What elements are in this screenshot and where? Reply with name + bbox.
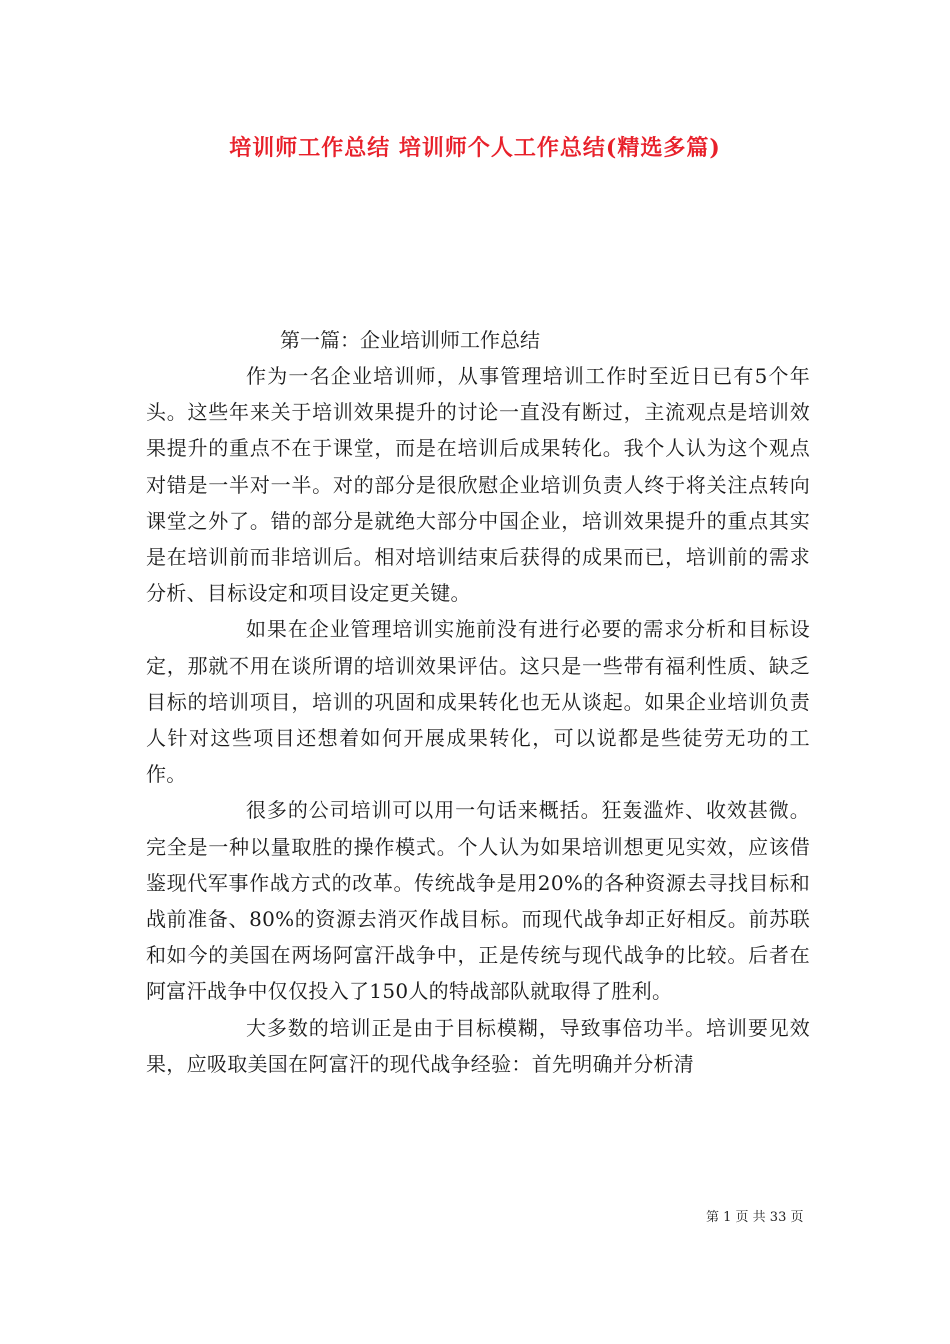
document-body xyxy=(146,322,810,1082)
section-heading: 第一篇：企业培训师工作总结 xyxy=(280,328,540,352)
paragraph-1: 作为一名企业培训师，从事管理培训工作时至近日已有5个年头。这些年来关于培训效果提升的讨论一直没有断过，主流观点是培训效果提升的重点不在于课堂，而是在培训后成果转化。我个人认为这个观点对错是一半对一半。对的部分是很欣慰企业培训负责人终于将关注点转向课堂之外了。错的部分是就绝大部分中国企业，培训效果提升的重点其实是在培训前而非培训后。相对培训结束后获得的成果而已，培训前的需求分析、目标设定和项目设定更关键。 xyxy=(146,364,810,606)
page-number-footer: 第 1 页 共 33 页 xyxy=(706,1210,804,1225)
paragraph-3: 很多的公司培训可以用一句话来概括。狂轰滥炸、收效甚微。完全是一种以量取胜的操作模式。个人认为如果培训想更见实效，应该借鉴现代军事作战方式的改革。传统战争是用20%的各种资源去寻找目标和战前准备、80%的资源去消灭作战目标。而现代战争却正好相反。前苏联和如今的美国在两场阿富汗战争中，正是传统与现代战争的比较。后者在阿富汗战争中仅仅投入了150人的特战部队就取得了胜利。 xyxy=(146,798,810,1004)
document-title: 培训师工作总结 培训师个人工作总结(精选多篇) xyxy=(229,135,721,161)
paragraph-4: 大多数的培训正是由于目标模糊，导致事倍功半。培训要见效果，应吸取美国在阿富汗的现代战争经验：首先明确并分析清 xyxy=(146,1015,810,1076)
paragraph-2: 如果在企业管理培训实施前没有进行必要的需求分析和目标设定，那就不用在谈所谓的培训效果评估。这只是一些带有福利性质、缺乏目标的培训项目，培训的巩固和成果转化也无从谈起。如果企业培训负责人针对这些项目还想着如何开展成果转化，可以说都是些徒劳无功的工作。 xyxy=(146,617,810,787)
